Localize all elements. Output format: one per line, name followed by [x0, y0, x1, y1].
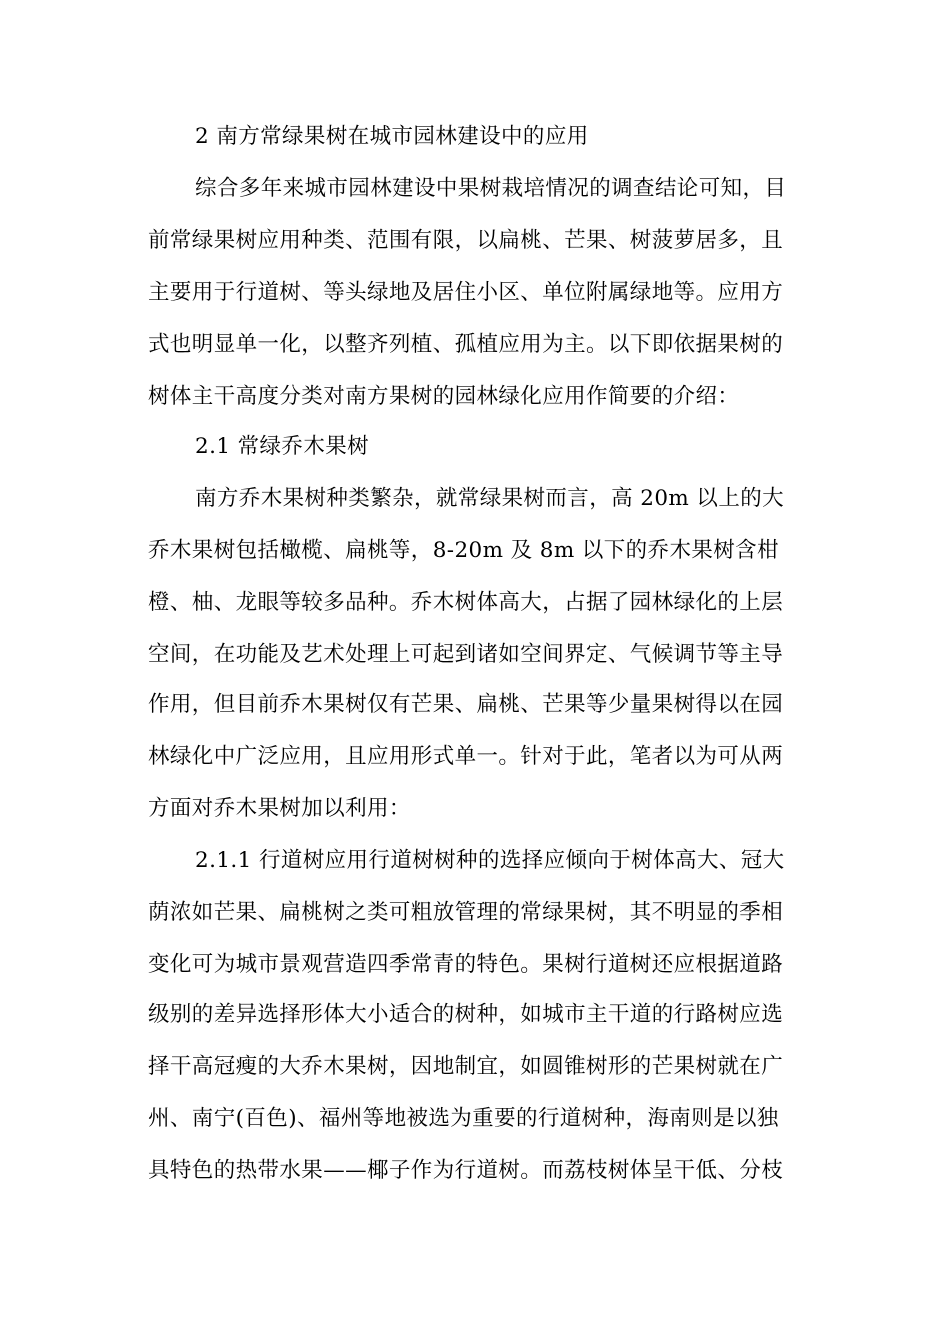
paragraph-line: 择干高冠瘦的大乔木果树，因地制宜，如圆锥树形的芒果树就在广 — [148, 1054, 784, 1079]
paragraph-line: 橙、柚、龙眼等较多品种。乔木树体高大，占据了园林绿化的上层 — [148, 590, 784, 615]
paragraph-line: 主要用于行道树、等头绿地及居住小区、单位附属绿地等。应用方 — [148, 280, 784, 305]
paragraph-line: 南方乔木果树种类繁杂，就常绿果树而言，高 20m 以上的大 — [195, 486, 785, 511]
paragraph-line: 变化可为城市景观营造四季常青的特色。果树行道树还应根据道路 — [148, 952, 784, 977]
paragraph-line: 前常绿果树应用种类、范围有限，以扁桃、芒果、树菠萝居多，且 — [148, 228, 784, 253]
paragraph-line: 作用，但目前乔木果树仅有芒果、扁桃、芒果等少量果树得以在园 — [148, 692, 784, 717]
paragraph-line: 州、南宁(百色)、福州等地被选为重要的行道树种，海南则是以独 — [148, 1106, 779, 1131]
paragraph-line: 乔木果树包括橄榄、扁桃等，8-20m 及 8m 以下的乔木果树含柑 — [148, 538, 779, 563]
paragraph-line: 树体主干高度分类对南方果树的园林绿化应用作简要的介绍： — [148, 384, 740, 409]
paragraph-line: 级别的差异选择形体大小适合的树种，如城市主干道的行路树应选 — [148, 1002, 784, 1027]
subsection-heading: 2.1 常绿乔木果树 — [195, 434, 370, 459]
paragraph-line: 荫浓如芒果、扁桃树之类可粗放管理的常绿果树，其不明显的季相 — [148, 900, 784, 925]
paragraph-line: 具特色的热带水果——椰子作为行道树。而荔枝树体呈干低、分枝 — [148, 1158, 784, 1183]
paragraph-line: 方面对乔木果树加以利用： — [148, 796, 411, 821]
paragraph-line: 综合多年来城市园林建设中果树栽培情况的调查结论可知，目 — [195, 176, 787, 201]
section-heading: 2 南方常绿果树在城市园林建设中的应用 — [195, 124, 589, 149]
paragraph-line: 空间，在功能及艺术处理上可起到诸如空间界定、气候调节等主导 — [148, 642, 784, 667]
paragraph-line: 2.1.1 行道树应用行道树树种的选择应倾向于树体高大、冠大 — [195, 848, 785, 873]
paragraph-line: 式也明显单一化，以整齐列植、孤植应用为主。以下即依据果树的 — [148, 332, 784, 357]
paragraph-line: 林绿化中广泛应用，且应用形式单一。针对于此，笔者以为可从两 — [148, 744, 784, 769]
